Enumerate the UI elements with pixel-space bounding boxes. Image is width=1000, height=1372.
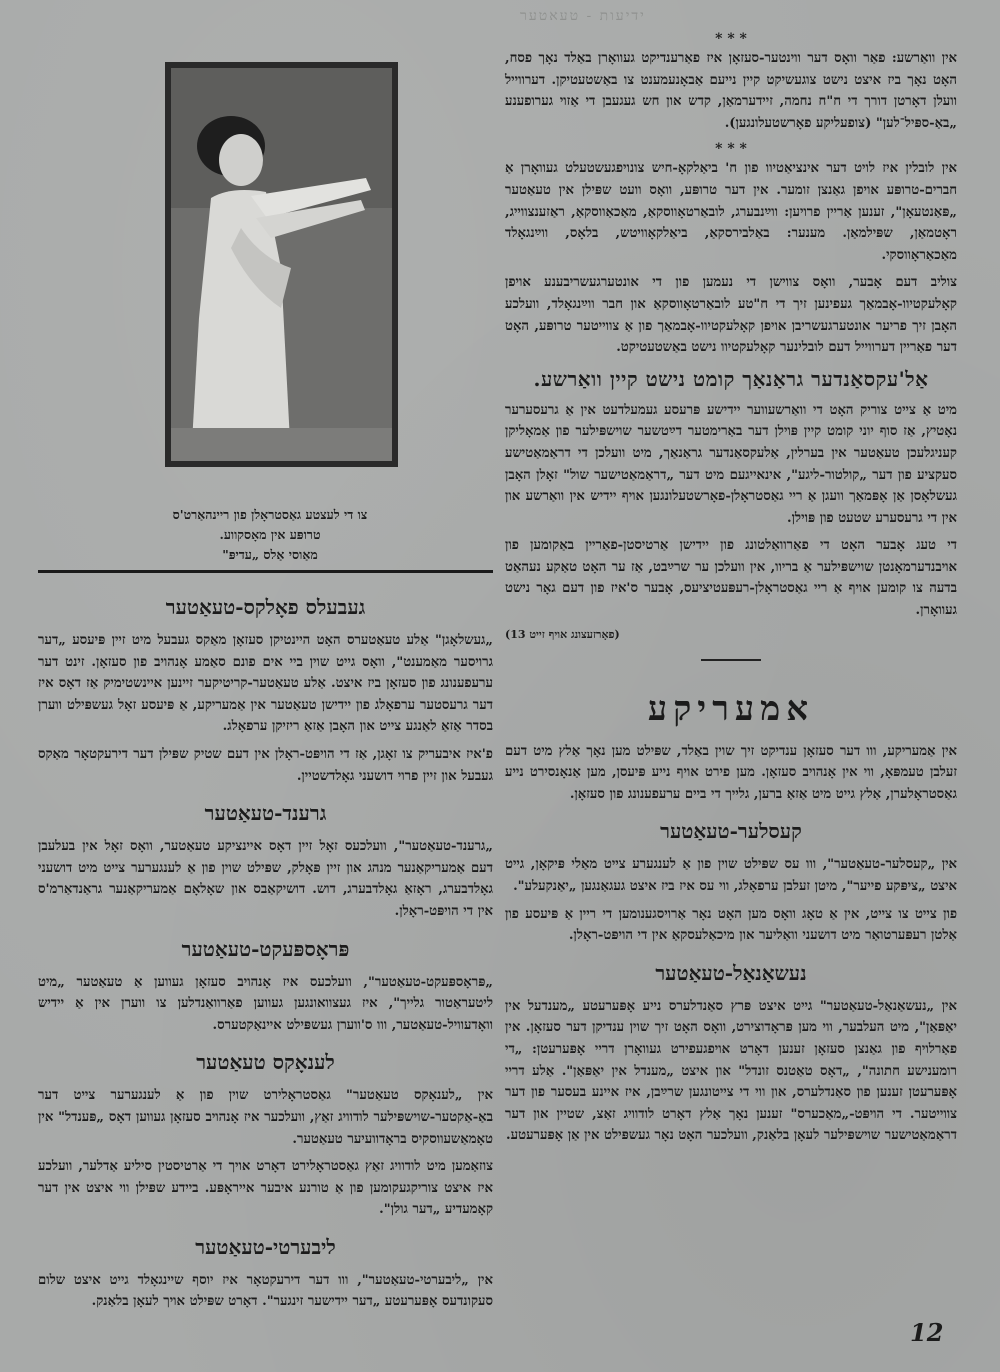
right-column <box>505 30 957 1153</box>
section-title-prospect: פּראָספּעקט-טעאַטער <box>181 936 350 961</box>
photo-caption <box>120 505 420 565</box>
section-title-liberty: ליבערטי-טעאַטער <box>195 1234 336 1259</box>
paragraph: פון צייט צו צייט, אין אַ טאָג וואָס מען האָט נאָר אַרויסגענומען די ריין אַ פּיעסע פון אַלטן רעפּערטואַר מיט דושעני וואַליער און מיכאַלעסקאַ אין די הויפּט-ראָלן. <box>505 906 957 944</box>
paragraph: אין „קעסלער-טעאַטער", ווו עס שפּילט שוין פון אַ לענגערע צייט מאַלי פּיקאָן, גייט איצט „ציפּקע פייער", מיטן זעלבן ערפאָלג, ווי עס איז ביז איצט געגאַנגען „יאַנקעלע". <box>505 857 957 895</box>
paragraph: אין „נעשאַנאַל-טעאַטער" גייט איצט פּרץ סאַנדלערס נייע אָפּערעטע „מענדעל אין יאַפּאַן", מיט העלבער, ווי מען פּראָדוצירט, וואָס האָט זיך שוין ענדיקן דער סעזאָן. אין פאַרלויף פון גאַנצן סעזאָן זענען דאָרט אויפגעפירט געוואָרן דריי אָפּערעטן: „די רומענישע חתונה", „דאָס טאַטנס זונדל" און איצט „מענדל אין יאַפּאַן". אַלע דריי אָפּערעטן זענען פון סאַנדלערס, און ווי די צייטונגען שרײַבן, איז איינע בעסער פון דער צווייטער. די הויפּט-„מאַכערס" זענען נאָך אַלץ דאָרט לודוויג זאַצ, שטיין און דער דראַמאַטישער שוישפּילער לעאָן בלאַנק, וועלכער האָט נאָר געשפּילט אין אַן אָפּערעטע. <box>505 998 957 1144</box>
page-number: 12 <box>910 1318 944 1347</box>
actor-photo <box>171 68 392 461</box>
masthead-ghost: ידיעות - טעאטער <box>520 8 646 24</box>
section-divider-rule <box>38 570 493 573</box>
stars-separator: * * * <box>715 31 747 47</box>
section-title-lenox: לענאָקס טעאַטער <box>196 1050 335 1075</box>
section-title-gebel: געבעלס פאָלקס-טעאַטער <box>165 595 366 619</box>
paragraph: פ'איז איבעריק צו זאָגן, אַז די הויפּט-ראָלן אין דעם שטיק שפּילן דער דירעקטאָר מאַקס געבעל און זיין פרוי דושעני גאָלדשטיין. <box>38 746 493 784</box>
headline-granach: אַל'עקסאַנדער גראַנאַך קומט נישט קיין וואַרשע. <box>533 366 929 391</box>
paragraph: צוליב דעם אָבער, וואָס צווישן די נעמען פון די אונטערגעשריבענע אויפן קאָלעקטיוו-אָבמאַך געפינען זיך די ח"טע לובאַרטאָווסקאַ און חבר ווײַנגאָלד, וועלכע האָבן זיך פריער אונטערגעשריבן אויפן קאָלעקטיוו-אָבמאַך פון אַ צווייטער טרופּע, האָט דער פאַריין דערווייל דעם לובלינער קאָלעקטיוו נישט באַשטעטיקט. <box>505 275 957 356</box>
section-title-kessler: קעסלער-טעאַטער <box>660 819 802 844</box>
caption-line-2: טרופּע אין מאָסקווע. <box>219 527 321 542</box>
short-divider <box>701 659 761 661</box>
continued-note: (פאָרזעצונג אויף זייט 13) <box>505 627 620 641</box>
paragraph: אין „לענאָקס טעאַטער" גאַסטראָלירט שוין פון אַ לענגערער צייט דער באַ-אַקטער-שוישפּילער לודוויג זאַץ, וועלכער איז אָנהויב סעזאָן געווען דאָס „פּענדל" אין טאָמאַשעווסקיס בראָדוועיער טעאַטער. <box>38 1088 493 1147</box>
paragraph: אין אַמעריקע, ווו דער סעזאָן ענדיקט זיך שוין באַלד, שפּילט מען נאָך אַלץ מיט דעם זעלבן טעמפּאָ, ווי אין אָנהויב סעזאָן. מען פירט אויף נייע פּיעסן, מען אַנאָנסירט נייע גאַסטראָלערן, אַלץ גייט מיט אַזאַ ברען, גלייך די ביים ערעפענונג פון סעזאָן. <box>505 743 957 802</box>
section-title-america: אמעריקע <box>647 688 815 729</box>
photo-frame <box>165 62 398 467</box>
paragraph: אין „ליבערטי-טעאַטער", ווו דער דירעקטאָר איז יוסף שיינגאָלד גייט איצט שלום סעקונדעס אָפּערעטע „דער יידישער זינגער". דאָרט שפּילט אויך לעאָן בלאַנק. <box>38 1272 493 1310</box>
paragraph: „געשלאָגן" אַלע טעאַטערס האָט היינטיקן סעזאָן מאַקס געבעל מיט זיין פּיעסע „דער גרויסער מאַמענט", וואָס גייט שוין ביי אים פונם סאַמע אָנהויב פון סעזאָן. זינט דער ערעפענונג פון סעזאָן ביז איצט. אַלע טעאַטער-קריטיקער זיינען איינשטימיק אַז דאָס איז דער גרעסטער ערפאָלג פון יידישן טעאַטער אין אַמעריקע, אַ פּיעסע זאָל געשפּילט ווערן בסדר אַזאַ לאַנגע צייט און האָבן אַזאַ ריזיקן ערפאָלג. <box>38 633 493 735</box>
section-title-grand: גרענד-טעאַטער <box>204 801 327 826</box>
paragraph: די טעג אָבער האָט די פאַרוואַלטונג פון יידישן אַרטיסטן-פאַריין באַקומען פון אויבנדערמאָנטן שוישפּילער אַ בריוו, אין וועלכן ער שרײַבט, אַז ער האָט טאַקע נעהאַט בדעה צו קומען אויף אַ ריי גאַסטראָלן-רעפּעטיציעס, אָבער ס'איז פון דעם גאָר נישט געוואָרן. <box>505 538 957 619</box>
paragraph: אין וואַרשע: פאַר וואָס דער ווינטער-סעזאָן איז פאַרענדיקט געוואָרן באַלד נאָך פסח, האָט נאָך ביז איצט נישט צוגעשיקט קיין נייעם אַבאָנעמענט צו באַשטעטיקן. דערווייל וועלן דאָרטן דורך די ח"ח נחמה, זיידערמאַן, קדש און חש געגעבן די אַזוי גערופענע „באַ-ספּיל־לען" (צופעליקע פאָרשטעלונגען). <box>505 51 957 131</box>
paragraph: מיט אַ צייט צוריק האָט די וואַרשעווער יידישע פּרעסע געמעלדעט אין אַ גרעסערער נאָטיץ, אַז סוף יוני קומט קיין פּוילן דער באַרימטער דײַטשער שוישפּילער פון אַמאָליקן קעניגלעכן טעאַטער אין בערלין, אַלעקסאַנדער גראַנאַך, מיט וועלכן די דראַמאַטישע סעקציע פון דער „קולטור-ליגע", אינאייגעם מיט דער „דראַמאַטישער שול" זאָלן האָבן געשלאָסן אַן אָפּמאַך וועגן אַ ריי גאַסטראָלן-פאָרשטעלונגען אויף יידיש אין וואַרשע און אין די גרעסערע שטעט פון פּוילן. <box>505 402 957 526</box>
caption-line-3: מאַוסי אַלס „עדיפּ" <box>222 547 318 562</box>
caption-line-1: צו די לעצטע גאַסטראָלן פון ריינהאַרט'ס <box>172 507 368 522</box>
paragraph: „גרענד-טעאַטער", וועלכעס זאָל זיין דאָס איינציקע טעאַטער, וואָס זאָל אין בעלעבן דעם אַמעריקאַנער מנהג און זיין פּאָלק, שפּילט שוין פון אַ לענגערער צייט מיט דושעני גאָלדבערג, ראָזאַ גאָלדבערג, דוש. דושיקאַבס און שאָלאָם אַמעריקאַנער גראַנדאַרמ'ס אין די הויפּט-ראָלן. <box>38 839 493 919</box>
paragraph: „פּראָספּעקט-טעאַטער", וועלכעס איז אָנהויב סעזאָן געווען אַ טעאַטער „מיט ליטעראַטור גלייך", איז געצוואונגען געווען פאַרוואַנדלען צו ווערן אין אַ יידיש וואָדעוויל-טעאַטער, ווו ס'ווערן געשפּילט איינאַקטערס. <box>38 974 493 1033</box>
left-column <box>38 595 493 1319</box>
actor-figure-illustration <box>171 68 392 461</box>
paragraph: אין לובלין איז לויט דער אינציאַטיוו פון ח' ביאַלקאָ-חיש צונויפגעשטעלט געוואָרן אַ חברים-טרופּע אויפן גאַנצן זומער. אין דער טרופּע, וואָס וועט שפּילן אין טעאַטער „פּאַנטעאָן", זענען אַריין פרויען: ווײַנבערג, לובאַרטאָווסקאַ, מאַכאַווסקאַ, ראַזענצווייג, ראָטמאַן, שפּילמאַן. מענער: באַלבירסקאַ, ביאַלקאָוויטש, בלאָס, ווײַנגאָלד מאַכאַראָווסקי. <box>505 161 957 263</box>
section-title-national: נעשאַנאַל-טעאַטער <box>655 960 807 985</box>
stars-separator: * * * <box>715 141 747 158</box>
paragraph: צוזאַמען מיט לודוויג זאַץ גאַסטראָלירט דאָרט אויך די אַרטיסטין סיליע אַדלער, וועלכע איז איצט צוריקגעקומען פון אַ טורנע איבער אייראָפּע. ביידע שפּילן ווי איצט אין דער קאָמעדיע „דער גולן". <box>38 1159 493 1218</box>
